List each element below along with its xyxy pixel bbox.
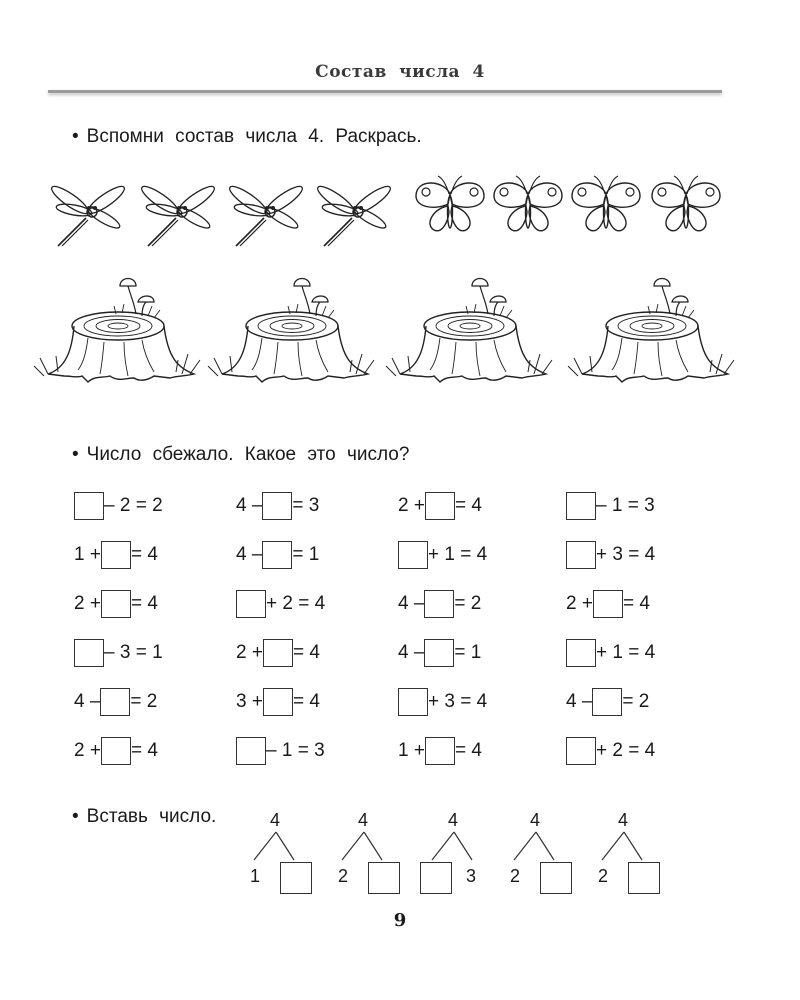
tree-branch <box>514 832 536 860</box>
tree-top-number: 4 <box>270 810 281 830</box>
tree-branch <box>602 832 624 860</box>
equation-prefix: 4 – <box>236 544 263 565</box>
equation-suffix: = 4 <box>130 544 158 565</box>
equation-suffix: = 4 <box>130 740 158 761</box>
equation-suffix: – 1 = 3 <box>596 495 655 516</box>
equation-suffix: – 3 = 1 <box>104 642 163 663</box>
page-number: 9 <box>393 910 407 931</box>
equation-suffix: = 4 <box>292 642 320 663</box>
bullet: • <box>72 444 79 465</box>
equation-suffix: = 4 <box>130 593 158 614</box>
equation-suffix: = 4 <box>292 691 320 712</box>
tree-known-number: 2 <box>510 866 521 886</box>
page-title: Состав числа 4 <box>315 62 485 82</box>
instruction-insert-text: Вставь число. <box>86 806 217 827</box>
equation-prefix: 4 – <box>236 495 263 516</box>
equation-suffix: + 2 = 4 <box>596 740 656 761</box>
equation-prefix: 2 + <box>398 495 425 516</box>
tree-answer-box[interactable] <box>540 862 572 894</box>
tree-answer-box[interactable] <box>368 862 400 894</box>
tree-known-number: 1 <box>250 866 261 886</box>
equation-suffix: + 1 = 4 <box>596 642 656 663</box>
tree-answer-box[interactable] <box>420 862 452 894</box>
equation-suffix: – 2 = 2 <box>104 495 163 516</box>
tree-branch <box>342 832 364 860</box>
tree-branch <box>432 832 454 860</box>
equation-suffix: + 1 = 4 <box>428 544 488 565</box>
bullet: • <box>72 806 79 827</box>
equation-suffix: = 4 <box>454 740 482 761</box>
tree-branch <box>454 832 472 860</box>
instruction-coloring-text: Вспомни состав числа 4. Раскрась. <box>86 126 422 147</box>
tree-top-number: 4 <box>358 810 369 830</box>
tree-top-number: 4 <box>448 810 459 830</box>
equation-prefix: 2 + <box>74 593 101 614</box>
equation-suffix: = 1 <box>292 544 320 565</box>
equation-suffix: – 1 = 3 <box>266 740 325 761</box>
instruction-missing-text: Число сбежало. Какое это число? <box>86 444 410 465</box>
tree-branch <box>536 832 554 860</box>
tree-branch <box>624 832 642 860</box>
tree-top-number: 4 <box>618 810 629 830</box>
equation-prefix: 1 + <box>398 740 425 761</box>
equation-suffix: = 2 <box>622 691 650 712</box>
equation-suffix: = 3 <box>292 495 320 516</box>
equation-suffix: = 2 <box>454 593 482 614</box>
equation-suffix: + 2 = 4 <box>266 593 326 614</box>
bullet: • <box>72 126 79 147</box>
tree-answer-box[interactable] <box>280 862 312 894</box>
equation-suffix: + 3 = 4 <box>596 544 656 565</box>
equation-prefix: 4 – <box>398 642 425 663</box>
equation-prefix: 2 + <box>74 740 101 761</box>
tree-branch <box>364 832 382 860</box>
equation-suffix: = 4 <box>454 495 482 516</box>
equation-suffix: + 3 = 4 <box>428 691 488 712</box>
equation-prefix: 4 – <box>566 691 593 712</box>
tree-top-number: 4 <box>530 810 541 830</box>
tree-known-number: 2 <box>338 866 349 886</box>
equation-suffix: = 2 <box>130 691 158 712</box>
tree-branch <box>276 832 294 860</box>
equation-suffix: = 1 <box>454 642 482 663</box>
equation-suffix: = 4 <box>622 593 650 614</box>
equation-prefix: 1 + <box>74 544 101 565</box>
tree-answer-box[interactable] <box>628 862 660 894</box>
equation-prefix: 4 – <box>398 593 425 614</box>
tree-known-number: 2 <box>598 866 609 886</box>
equation-prefix: 2 + <box>236 642 263 663</box>
tree-branch <box>254 832 276 860</box>
equation-prefix: 2 + <box>566 593 593 614</box>
equation-prefix: 4 – <box>74 691 101 712</box>
equation-prefix: 3 + <box>236 691 263 712</box>
tree-known-number: 3 <box>466 866 477 886</box>
